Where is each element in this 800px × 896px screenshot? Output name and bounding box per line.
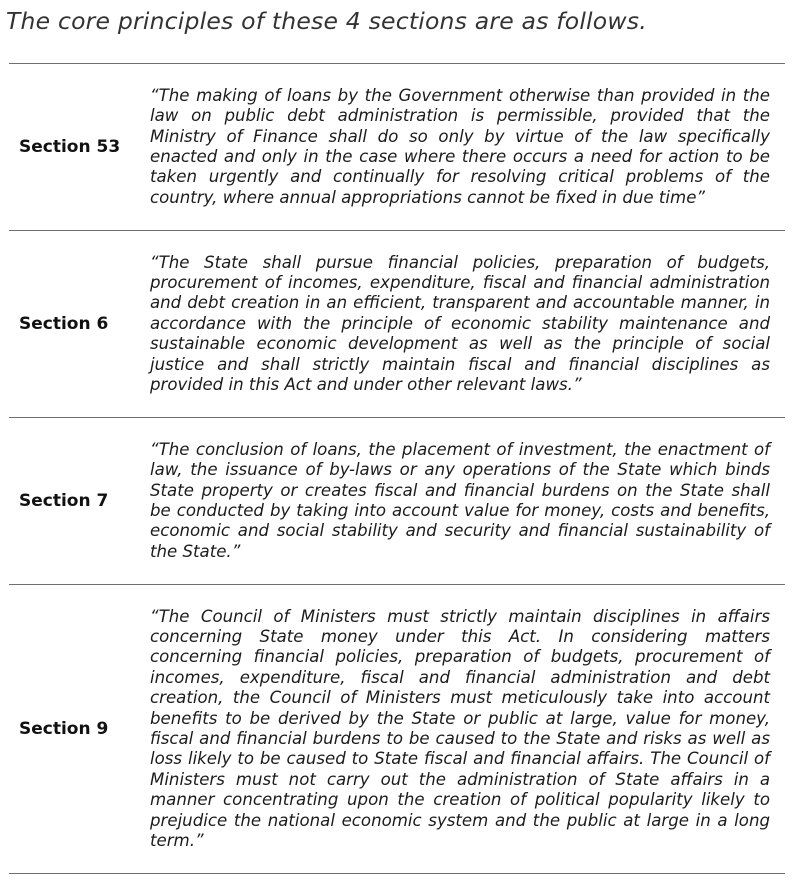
table-row: [9, 64, 785, 231]
section-text: “The making of loans by the Government otherwise than provided in the law on public debt administration is permissible, provided that the Ministry of Finance shall do so only by virtue of the law specifically enacted and only in the case where there occurs a need for action to be taken urgently and continually for resolving critical problems of the country, where annual appropriations cannot be fixed in due time”: [150, 85, 770, 207]
section-label: Section 53: [19, 137, 121, 157]
section-label: Section 6: [19, 314, 109, 334]
page-heading: The core principles of these 4 sections are as follows.: [6, 7, 647, 35]
table-row: [9, 418, 785, 585]
section-text: “The State shall pursue financial policies, preparation of budgets, procurement of incomes, expenditure, fiscal and financial administration and debt creation in an efficient, transparent and accountable manner, in accordance with the principle of economic stability maintenance and sustainable economic development as well as the principle of social justice and shall strictly maintain fiscal and financial disciplines as provided in this Act and under other relevant laws.”: [150, 252, 770, 395]
table-row: [9, 231, 785, 418]
section-label: Section 9: [19, 719, 109, 739]
section-text: “The Council of Ministers must strictly maintain disciplines in affairs concerning State money under this Act. In considering matters concerning financial policies, preparation of budgets, procurement of incomes, expenditure, fiscal and financial administration and debt creation, the Council of Ministers must meticulously take into account benefits to be derived by the State or public at large, value for money, fiscal and financial burdens to be caused to the State and risks as well as loss likely to be caused to State fiscal and financial affairs. The Council of Ministers must not carry out the administration of State affairs in a manner concentrating upon the creation of political popularity likely to prejudice the national economic system and the public at large in a long term.”: [150, 606, 770, 851]
table-row: [9, 585, 785, 874]
sections-table: [9, 63, 785, 874]
section-label: Section 7: [19, 491, 109, 511]
section-text: “The conclusion of loans, the placement of investment, the enactment of law, the issuance of by-laws or any operations of the State which binds State property or creates fiscal and financial burdens on the State shall be conducted by taking into account value for money, costs and benefits, economic and social stability and security and financial sustainability of the State.”: [150, 439, 770, 561]
